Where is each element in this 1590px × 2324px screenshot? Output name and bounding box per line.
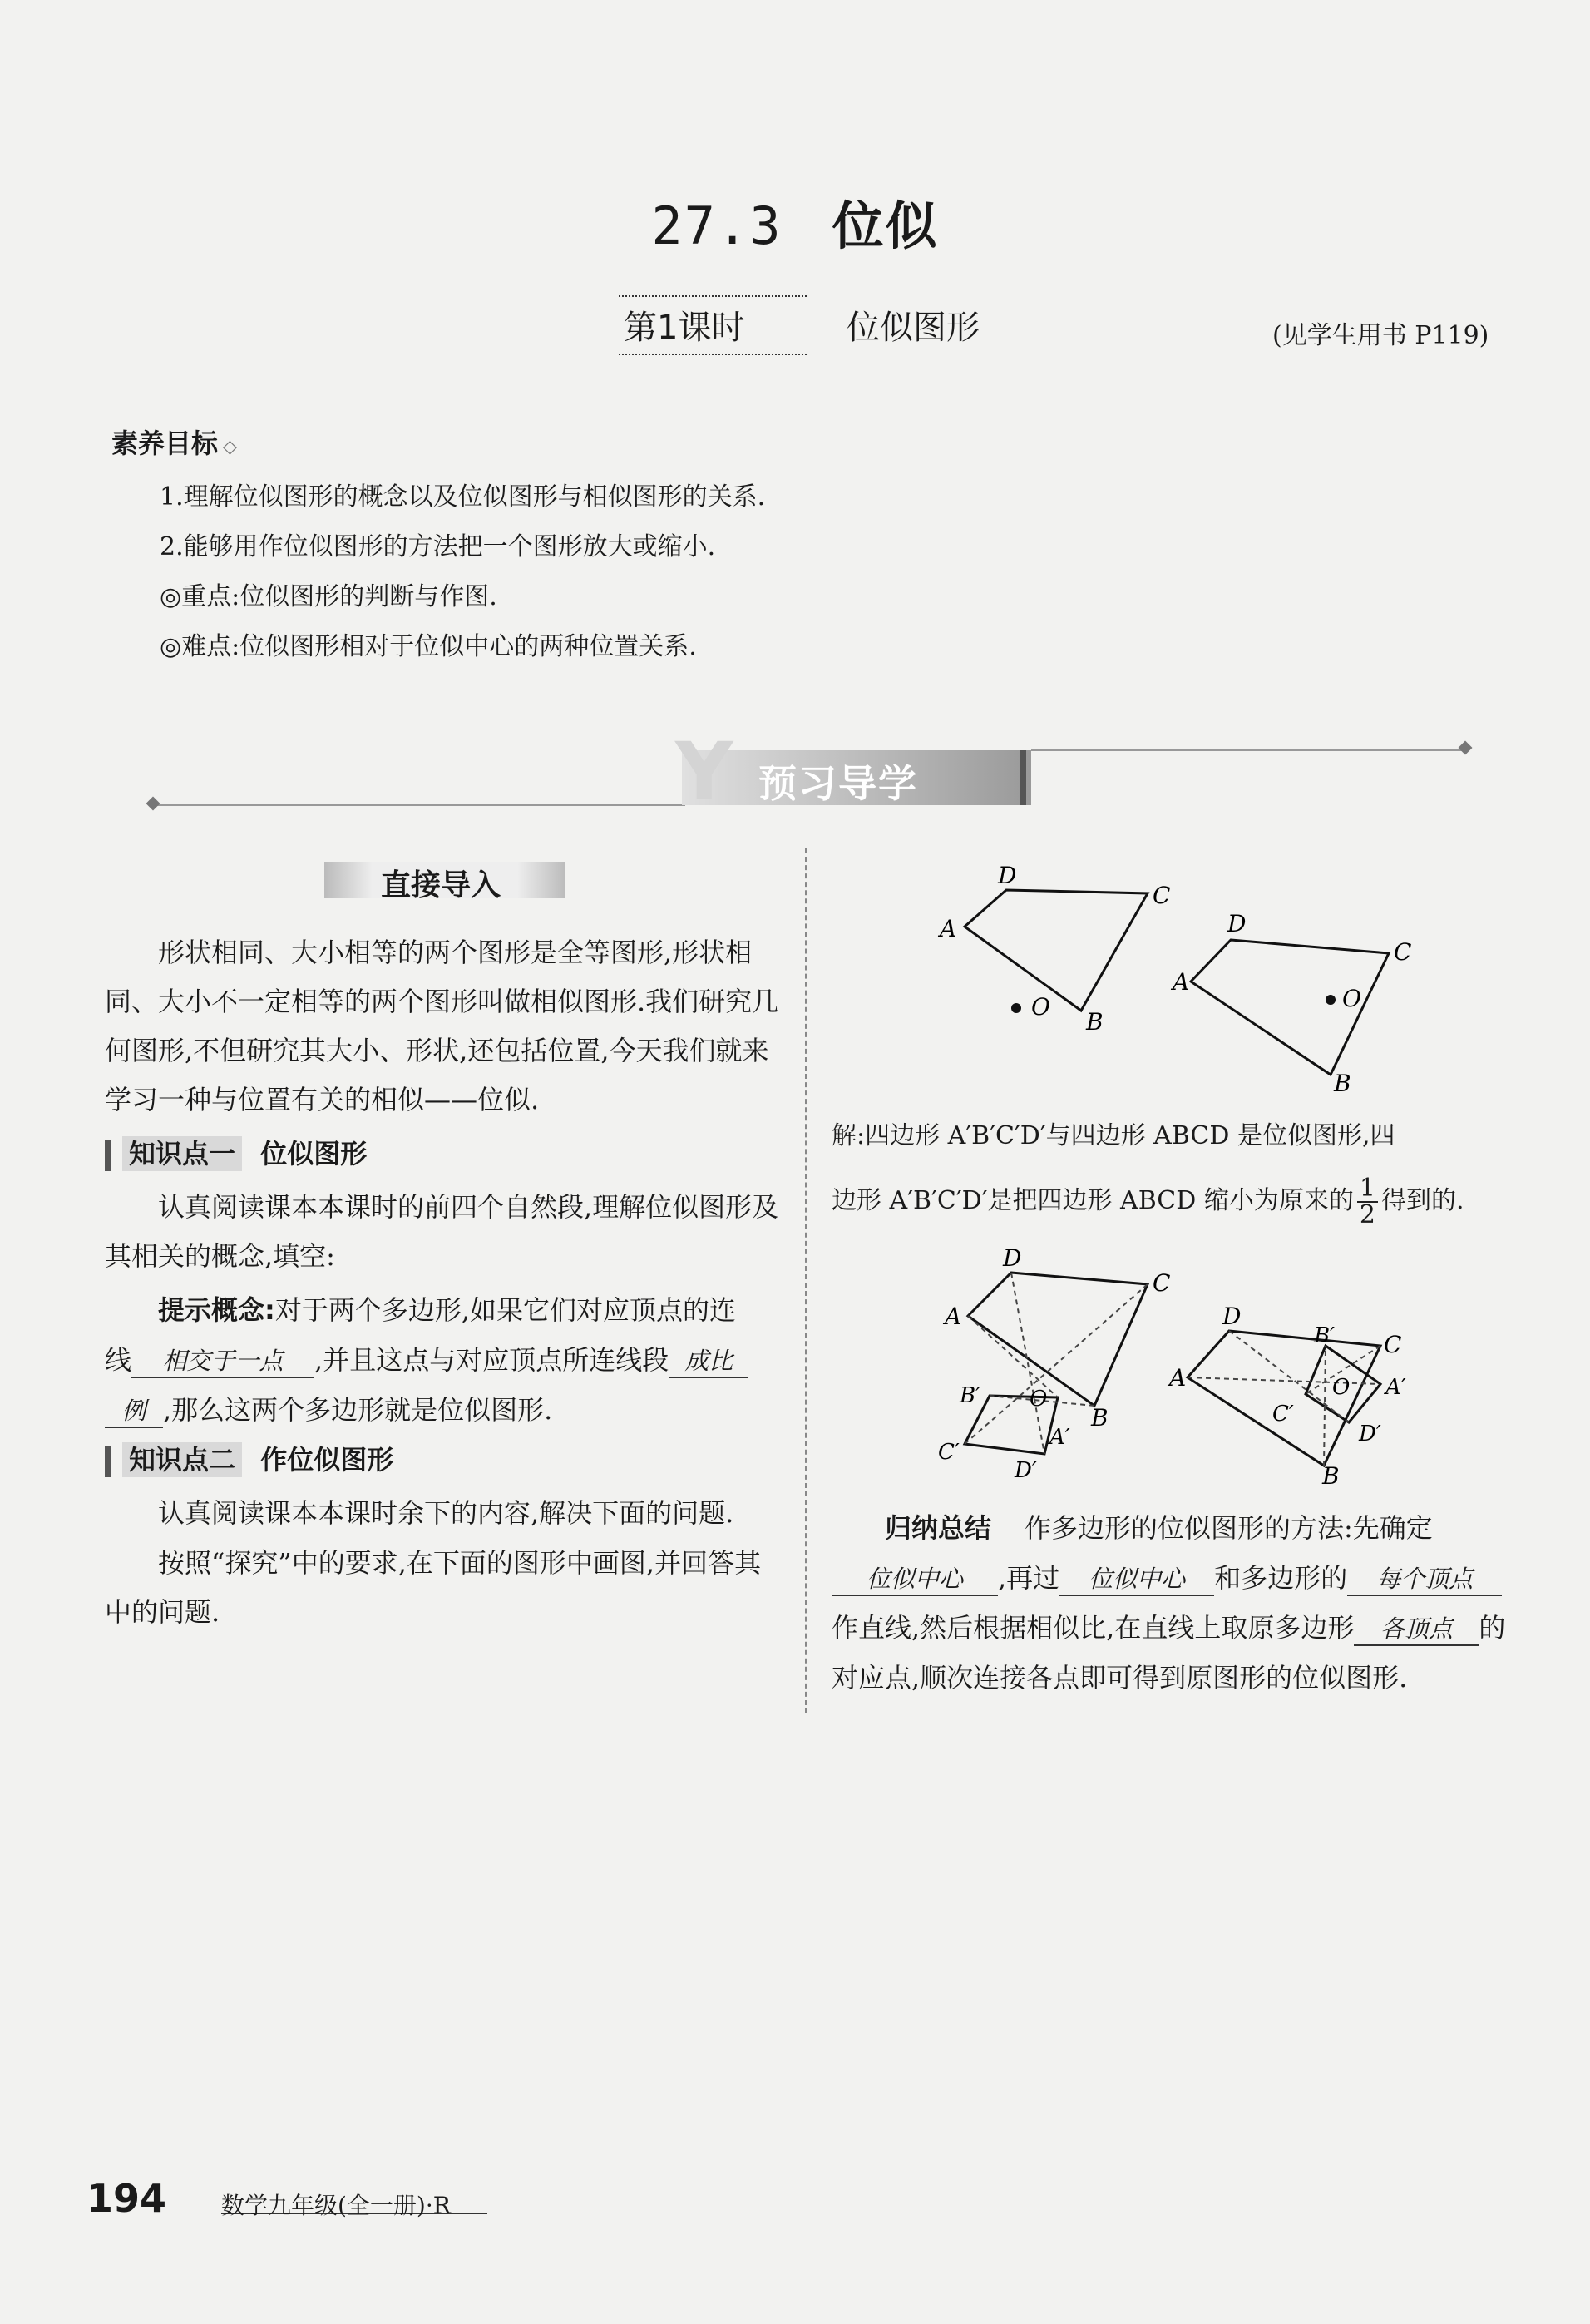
solution-line1: 解:四边形 A′B′C′D′与四边形 ABCD 是位似图形,四: [832, 1121, 1395, 1150]
label-b: B: [1086, 1008, 1104, 1036]
summary-text: 作多边形的位似图形的方法:先确定: [1025, 1512, 1433, 1544]
label-a: A: [1169, 1364, 1187, 1392]
label-o: O: [1332, 1375, 1351, 1400]
label-c: C: [1384, 1331, 1402, 1358]
heading-bar: [105, 1446, 111, 1477]
label-a: A: [1173, 968, 1190, 996]
column-divider: [805, 848, 807, 1713]
divider: [153, 804, 685, 806]
ray: [1188, 1377, 1380, 1384]
label-a: A: [940, 915, 957, 942]
intro-paragraph: 形状相同、大小相等的两个图形是全等图形,形状相同、大小不一定相等的两个图形叫做相似图形.我们研究几何图形,不但研究其大小、形状,还包括位置,今天我们就来学习一种与位置有关的相似——位似.: [105, 937, 779, 1115]
banner-edge: [1020, 750, 1026, 805]
kp1-paragraph: 认真阅读课本本课时的前四个自然段,理解位似图形及其相关的概念,填空:: [105, 1191, 779, 1272]
goal-item: ◎难点:位似图形相对于位似中心的两种位置关系.: [160, 632, 697, 661]
section-name: 位似: [832, 195, 939, 256]
ray: [968, 1316, 1058, 1397]
goals-heading: [111, 423, 237, 461]
figure-quadrilaterals: [832, 848, 1563, 1098]
label-a1: A′: [1049, 1425, 1070, 1450]
divider: [619, 295, 807, 297]
kp2-heading: [105, 1439, 393, 1477]
diamond-icon: ◇: [223, 437, 237, 457]
kp1-hint-line2: [105, 1339, 787, 1378]
label-c: C: [1394, 938, 1412, 966]
kp1-label: 知识点一: [122, 1136, 242, 1171]
label-o: O: [1030, 1387, 1048, 1412]
figure-homothety: [832, 1248, 1563, 1497]
summary-text: 作直线,然后根据相似比,在直线上取原多边形: [832, 1612, 1355, 1644]
solution-text: 得到的.: [1380, 1186, 1464, 1215]
answer-fill: 成比: [669, 1342, 748, 1378]
goal-item: 2.能够用作位似图形的方法把一个图形放大或缩小.: [160, 532, 716, 561]
center-point: [1011, 1003, 1021, 1013]
summary-text: 和多边形的: [1214, 1562, 1348, 1594]
summary-label: 归纳总结: [885, 1512, 992, 1544]
summary-line3: [832, 1607, 1530, 1646]
kp2-paragraph: 认真阅读课本本课时余下的内容,解决下面的问题.: [158, 1497, 734, 1529]
diamond-icon: [146, 797, 160, 811]
label-d: D: [998, 862, 1017, 889]
book-title: 数学九年级(全一册)·R: [221, 2192, 451, 2219]
kp2-title: 作位似图形: [260, 1444, 394, 1476]
label-b: B: [1091, 1404, 1109, 1431]
page-number: 194: [86, 2176, 167, 2221]
kp1-hint: [158, 1289, 736, 1328]
book-reference: (见学生用书 P119): [1272, 321, 1489, 350]
goals-heading-text: 素养目标: [111, 428, 219, 459]
label-c: C: [1153, 882, 1171, 909]
quad-abcd-left: [965, 890, 1148, 1011]
quad-abcd: [1188, 1331, 1380, 1466]
fraction-numerator: 1: [1357, 1176, 1378, 1203]
label-d: D: [1227, 910, 1247, 937]
answer-fill: 每个顶点: [1347, 1560, 1502, 1596]
kp2-paragraph: 按照“探究”中的要求,在下面的图形中画图,并回答其中的问题.: [105, 1547, 762, 1628]
hint-text: ,并且这点与对应顶点所连线段: [314, 1344, 669, 1376]
label-b: B: [1334, 1070, 1351, 1097]
summary-line2: [832, 1557, 1530, 1596]
label-o: O: [1342, 985, 1361, 1012]
solution-line2: [832, 1171, 1530, 1231]
label-a: A: [945, 1303, 962, 1330]
divider: [619, 354, 807, 355]
label-b: B: [1322, 1462, 1340, 1490]
kp1-hint-line3: [105, 1389, 552, 1428]
label-d: D: [1003, 1248, 1022, 1272]
kp1-title: 位似图形: [260, 1138, 368, 1169]
kp1-heading: [105, 1133, 367, 1171]
hint-text: 线: [105, 1344, 132, 1376]
label-d1: D′: [1359, 1422, 1381, 1446]
answer-fill: 相交于一点: [131, 1342, 314, 1378]
solution-text: 边形 A′B′C′D′是把四边形 ABCD 缩小为原来的: [832, 1186, 1354, 1215]
summary-text: ,再过: [998, 1562, 1060, 1594]
lesson-label: 第1课时: [624, 309, 745, 347]
banner-title: 预习导学: [758, 761, 918, 806]
quad-abcd: [968, 1273, 1148, 1406]
ray: [1011, 1273, 1044, 1454]
section-title: [0, 185, 1590, 259]
answer-fill: 各顶点: [1354, 1610, 1479, 1646]
diamond-icon: [1459, 741, 1473, 755]
label-c1: C′: [1272, 1402, 1294, 1427]
answer-fill: 例: [105, 1392, 163, 1428]
label-c: C: [1153, 1269, 1171, 1297]
label-c1: C′: [938, 1440, 960, 1465]
summary-line1: [832, 1507, 1530, 1545]
hint-text: 对于两个多边形,如果它们对应顶点的连: [274, 1294, 736, 1326]
answer-fill: 位似中心: [832, 1560, 998, 1596]
center-point: [1326, 995, 1336, 1005]
label-d1: D′: [1015, 1458, 1037, 1483]
banner-letter: Y: [675, 725, 733, 818]
hint-label: 提示概念:: [158, 1294, 275, 1326]
hint-text: ,那么这两个多边形就是位似图形.: [163, 1394, 553, 1426]
answer-fill: 位似中心: [1059, 1560, 1214, 1596]
ray: [965, 1284, 1148, 1444]
kp2-label: 知识点二: [122, 1442, 242, 1477]
fraction: [1357, 1176, 1378, 1228]
label-o: O: [1031, 993, 1050, 1021]
label-d: D: [1222, 1303, 1242, 1330]
goal-item: 1.理解位似图形的概念以及位似图形与相似图形的关系.: [160, 482, 766, 512]
heading-bar: [105, 1140, 111, 1171]
fraction-denominator: 2: [1359, 1200, 1375, 1229]
summary-text: 的: [1479, 1612, 1506, 1644]
goal-item: ◎重点:位似图形的判断与作图.: [160, 582, 497, 611]
section-number: 27.3: [651, 195, 783, 256]
label-a1: A′: [1385, 1375, 1406, 1400]
summary-line4: 对应点,顺次连接各点即可得到原图形的位似图形.: [832, 1662, 1408, 1694]
label-b1: B′: [1314, 1323, 1336, 1348]
label-b1: B′: [960, 1383, 981, 1408]
intro-heading: 直接导入: [381, 868, 501, 902]
lesson-name: 位似图形: [847, 309, 980, 347]
divider: [1031, 749, 1464, 751]
